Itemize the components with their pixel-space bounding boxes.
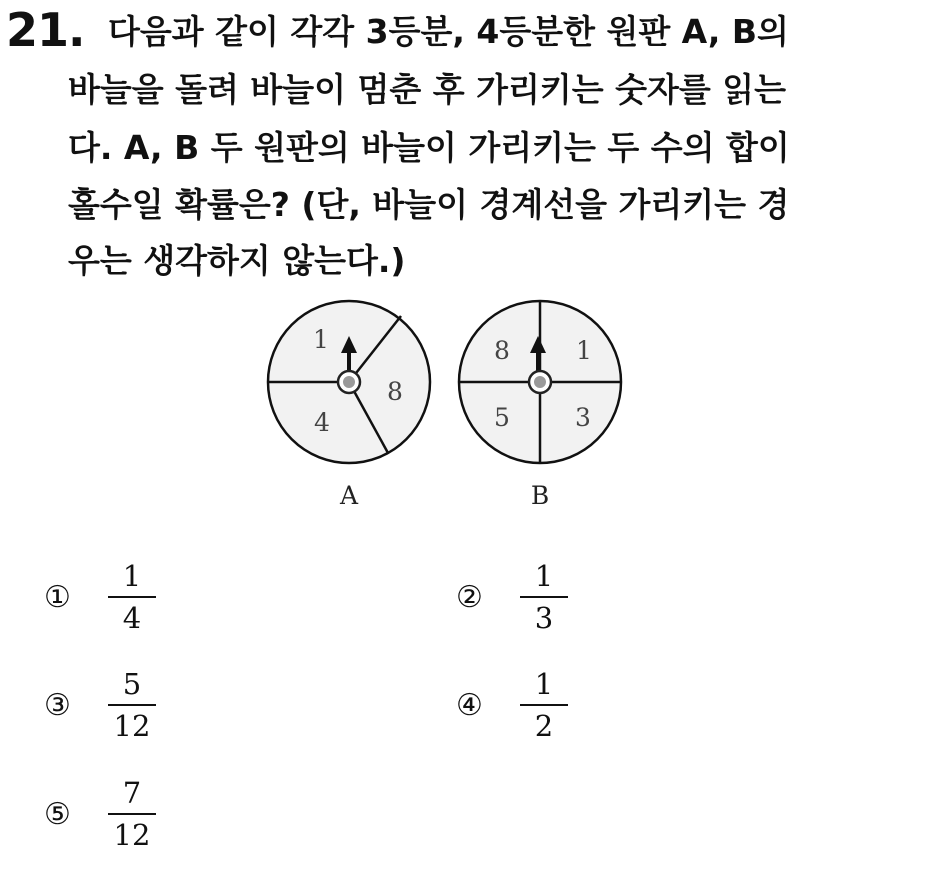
choice-mark: ④ bbox=[456, 688, 483, 723]
spinner-a-label: A bbox=[339, 481, 359, 510]
fraction-denominator: 12 bbox=[113, 818, 151, 852]
spinner-b-number: 1 bbox=[576, 336, 592, 365]
fraction-bar bbox=[520, 596, 568, 598]
question-line: 우는 생각하지 않는다.) bbox=[68, 241, 406, 280]
fraction-numerator: 1 bbox=[534, 559, 554, 593]
question-line: 바늘을 돌려 바늘이 멈춘 후 가리키는 숫자를 읽는 bbox=[68, 70, 786, 109]
fraction-denominator: 2 bbox=[534, 709, 554, 743]
spinner-diagram bbox=[262, 296, 642, 516]
choice-fraction bbox=[514, 666, 574, 744]
choice-mark: ⑤ bbox=[44, 797, 71, 832]
choice-mark: ① bbox=[44, 580, 71, 615]
spinner-b bbox=[459, 301, 621, 510]
fraction-numerator: 7 bbox=[122, 776, 142, 810]
fraction-bar bbox=[520, 704, 568, 706]
fraction-numerator: 1 bbox=[534, 667, 554, 701]
fraction-denominator: 4 bbox=[122, 601, 142, 635]
spinner-b-hub-center bbox=[534, 376, 546, 388]
spinner-a bbox=[268, 301, 430, 510]
fraction-denominator: 12 bbox=[113, 709, 151, 743]
choice-mark: ③ bbox=[44, 688, 71, 723]
spinner-b-number: 5 bbox=[494, 403, 510, 432]
spinner-b-number: 3 bbox=[575, 403, 591, 432]
fraction-denominator: 3 bbox=[534, 601, 554, 635]
fraction-numerator: 1 bbox=[122, 559, 142, 593]
choice-fraction bbox=[102, 775, 162, 853]
question-line: 홀수일 확률은? (단, 바늘이 경계선을 가리키는 경 bbox=[68, 185, 790, 224]
spinner-a-hub-center bbox=[343, 376, 355, 388]
fraction-bar bbox=[108, 704, 156, 706]
spinner-a-number: 1 bbox=[313, 325, 329, 354]
choice-fraction bbox=[102, 558, 162, 636]
fraction-numerator: 5 bbox=[122, 667, 142, 701]
fraction-bar bbox=[108, 596, 156, 598]
choice-mark: ② bbox=[456, 580, 483, 615]
spinner-a-number: 8 bbox=[387, 377, 403, 406]
spinner-a-number: 4 bbox=[314, 408, 330, 437]
spinner-figure bbox=[262, 296, 642, 516]
fraction-bar bbox=[108, 813, 156, 815]
spinner-b-label: B bbox=[530, 481, 550, 510]
choice-fraction bbox=[102, 666, 162, 744]
question-number: 21. bbox=[6, 3, 85, 57]
choice-fraction bbox=[514, 558, 574, 636]
question-line: 다음과 같이 각각 3등분, 4등분한 원판 A, B의 bbox=[108, 12, 789, 51]
question-line: 다. A, B 두 원판의 바늘이 가리키는 두 수의 합이 bbox=[68, 128, 790, 167]
spinner-b-number: 8 bbox=[494, 336, 510, 365]
